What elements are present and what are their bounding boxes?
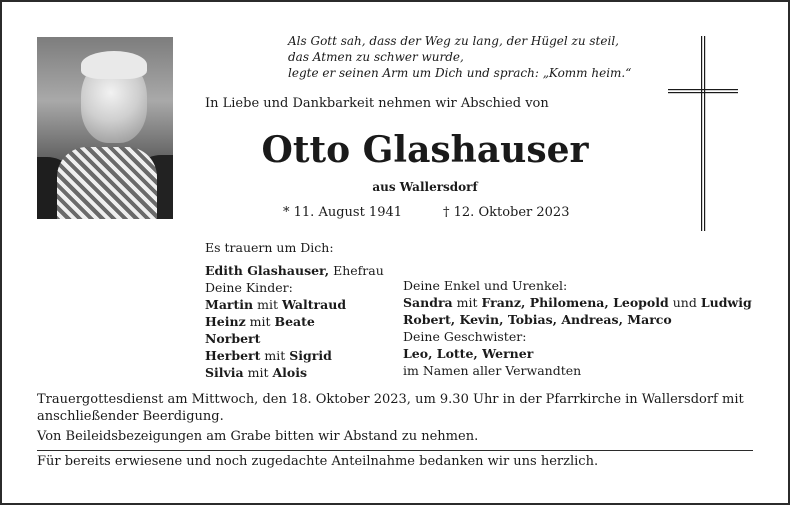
child-line [205,313,384,330]
child-with: mit [253,297,282,312]
child-line [205,330,384,347]
poem-line: legte er seinen Arm um Dich und sprach: „Komm heim.“ [288,66,632,80]
child-line [205,296,384,313]
intro-text: In Liebe und Dankbarkeit nehmen wir Abschied von [205,96,549,111]
child-name: Herbert [205,348,261,363]
poem [288,33,631,81]
spouse-name: Edith Glashauser, [205,263,330,278]
poem-line: das Atmen zu schwer wurde, [288,50,464,64]
child-partner: Waltraud [281,297,347,312]
divider [37,450,753,451]
mourners-heading: Es trauern um Dich: [205,240,334,255]
relatives-line: im Namen aller Verwandten [403,363,582,378]
birth-date: * 11. August 1941 [283,205,403,220]
deceased-name: Otto Glashauser [261,129,589,171]
grandchild-name: Sandra [403,295,453,310]
service-info: Trauergottesdienst am Mittwoch, den 18. Oktober 2023, um 9.30 Uhr in der Pfarrkirche in Wallersdorf mit anschließender Beerdigung. [37,392,744,424]
child-line [205,364,384,381]
mourners-right-column [403,277,752,379]
sibling-names: Leo, Lotte, Werner [403,346,534,361]
child-partner: Sigrid [289,348,332,363]
grandchildren-line [403,311,752,328]
grandchild-names: Franz, Philomena, Leopold [481,295,669,310]
cross-icon [668,36,738,231]
child-with: mit [245,314,275,329]
thanks-note: Für bereits erwiesene und noch zugedachte Anteilnahme bedanken wir uns herzlich. [37,454,599,469]
child-name: Martin [205,297,254,312]
photo-shirt [57,147,157,219]
grandchildren-line [403,294,752,311]
child-name: Norbert [205,331,261,346]
child-partner: Beate [274,314,315,329]
siblings-heading: Deine Geschwister: [403,329,527,344]
poem-line: Als Gott sah, dass der Weg zu lang, der Hügel zu steil, [288,34,619,48]
spouse-role: Ehefrau [329,263,384,278]
origin: aus Wallersdorf [372,180,478,194]
grandchild-with: mit [452,295,482,310]
mourners-left-column [205,239,384,381]
child-line [205,347,384,364]
grandchild-names: Robert, Kevin, Tobias, Andreas, Marco [403,312,672,327]
death-date: † 12. Oktober 2023 [443,205,570,220]
photo-hair [81,51,147,79]
grandchildren-heading: Deine Enkel und Urenkel: [403,278,568,293]
portrait-photo [37,37,173,219]
condolence-note: Von Beileidsbezeigungen am Grabe bitten wir Abstand zu nehmen. [37,429,479,444]
siblings-line [403,345,752,362]
child-with: mit [243,365,273,380]
spouse-line [205,262,384,279]
grandchild-name: Ludwig [700,295,752,310]
children-heading: Deine Kinder: [205,280,293,295]
grandchild-and: und [668,295,701,310]
child-partner: Alois [272,365,308,380]
child-name: Heinz [205,314,246,329]
child-name: Silvia [205,365,244,380]
child-with: mit [260,348,290,363]
